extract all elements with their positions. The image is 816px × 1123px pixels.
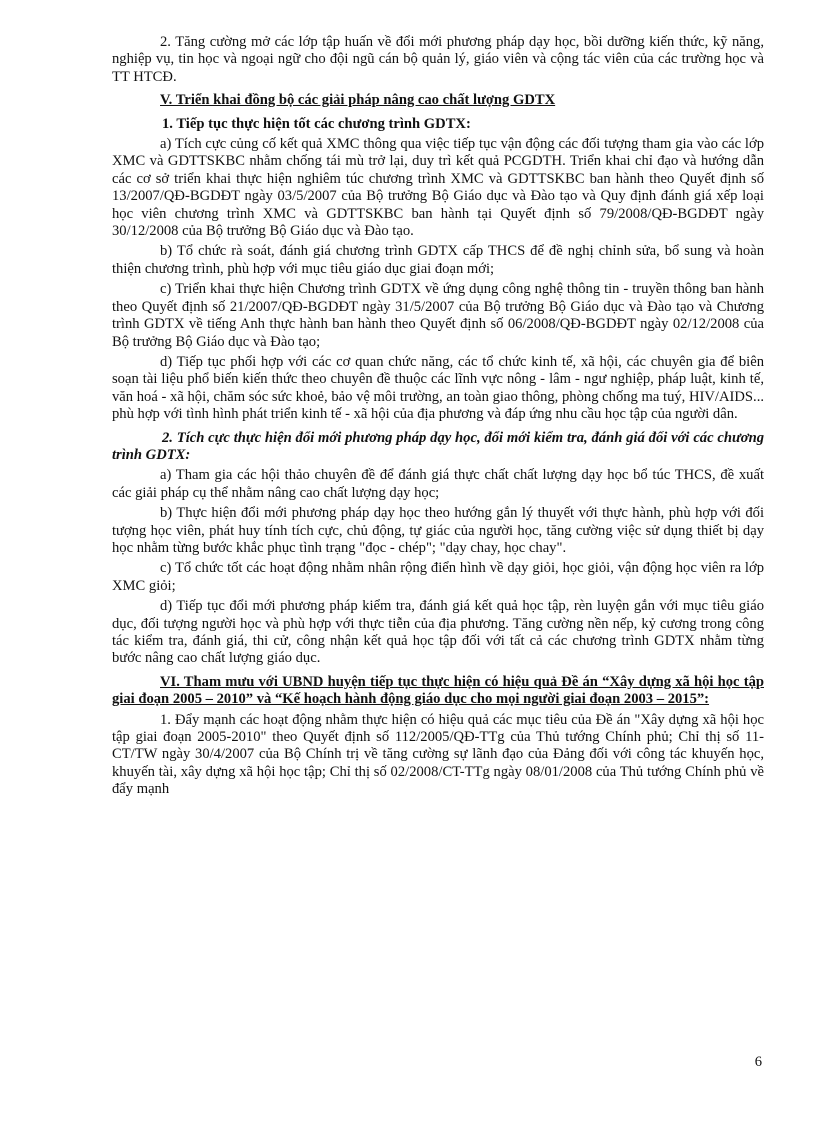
paragraph-v2b: b) Thực hiện đổi mới phương pháp dạy học theo hướng gắn lý thuyết với thực hành, phù hợp với đối tượng học viên, phát huy tính tích cực, chủ động, tự giác của người học, tăng cường việc sử dụng thiết bị dạy học nhằm từng bước khắc phục tình trạng "đọc - chép"; "dạy chay, học chay".: [112, 505, 764, 556]
page-number: 6: [754, 1054, 762, 1070]
paragraph-intro: 2. Tăng cường mở các lớp tập huấn về đổi mới phương pháp dạy học, bồi dưỡng kiến thức, kỹ năng, nghiệp vụ, tin học và ngoại ngữ cho đội ngũ cán bộ quản lý, giáo viên và cộng tác viên của các trường học và TT HTCĐ.: [112, 34, 764, 85]
paragraph-v1d: d) Tiếp tục phối hợp với các cơ quan chức năng, các tổ chức kinh tế, xã hội, các chuyên gia để biên soạn tài liệu phổ biến kiến thức theo chuyên đề thuộc các lĩnh vực nông - lâm - ngư nghiệp, pháp luật, kinh tế, văn hoá - xã hội, chăm sóc sức khoẻ, bảo vệ môi trường, an toàn giao thông, phòng chống ma tuý, HIV/AIDS... phù hợp với tình hình phát triển kinh tế - xã hội của địa phương và đáp ứng nhu cầu học tập của người dân.: [112, 353, 764, 423]
section-v2-heading: 2. Tích cực thực hiện đổi mới phương pháp dạy học, đổi mới kiểm tra, đánh giá đối với các chương trình GDTX:: [112, 429, 764, 463]
paragraph-v2c: c) Tổ chức tốt các hoạt động nhằm nhân rộng điển hình về dạy giỏi, học giỏi, vận động học viên ra lớp XMC giỏi;: [112, 560, 764, 594]
paragraph-v2d: d) Tiếp tục đổi mới phương pháp kiểm tra, đánh giá kết quả học tập, rèn luyện gắn với mục tiêu giáo dục, đối tượng người học và phù hợp với thực tiễn của địa phương. Tăng cường nền nếp, kỷ cương trong công tác kiểm tra, đánh giá, thi cử, công nhận kết quả học tập đối với tất cả các chương trình GDTX nhằm từng bước nâng cao chất lượng giáo dục.: [112, 598, 764, 667]
paragraph-v1c: c) Triển khai thực hiện Chương trình GDTX về ứng dụng công nghệ thông tin - truyền thông ban hành theo Quyết định số 21/2007/QĐ-BGDĐT ngày 31/5/2007 của Bộ trưởng Bộ Giáo dục và Đào tạo và Chương trình GDTX về tiếng Anh thực hành ban hành theo Quyết định số 06/2008/QĐ-BGDĐT ngày 02/12/2008 của Bộ trưởng Bộ Giáo dục và Đào tạo;: [112, 281, 764, 350]
paragraph-vi1: 1. Đẩy mạnh các hoạt động nhằm thực hiện có hiệu quả các mục tiêu của Đề án "Xây dựng xã hội học tập giai đoạn 2005-2010" theo Quyết định số 112/2005/QĐ-TTg của Thủ tướng Chính phủ; Chỉ thị số 11- CT/TW ngày 30/4/2007 của Bộ Chính trị về tăng cường sự lãnh đạo của Đảng đối với công tác khuyến học, khuyến tài, xây dựng xã hội học tập; Chỉ thị số 02/2008/CT-TTg ngày 08/01/2008 của Thủ tướng Chính phủ về đẩy mạnh: [112, 711, 764, 798]
section-v1-heading: 1. Tiếp tục thực hiện tốt các chương trình GDTX:: [162, 115, 471, 132]
paragraph-v1a: a) Tích cực củng cố kết quả XMC thông qua việc tiếp tục vận động các đối tượng tham gia vào các lớp XMC và GDTTSKBC nhằm chống tái mù trở lại, duy trì kết quả PCGDTH. Triển khai chỉ đạo và hướng dẫn các cơ sở triển khai thực hiện nghiêm túc chương trình XMC và GDTTSKBC ban hành theo Quyết định số 13/2007/QĐ-BGDĐT ngày 03/5/2007 của Bộ trưởng Bộ Giáo dục và Đào tạo và Quy định đánh giá xếp loại học viên chương trình XMC và GDTTSKBC ban hành tại Quyết định số 79/2008/QĐ-BGDĐT ngày 30/12/2008 của Bộ trưởng Bộ Giáo dục và Đào tạo.: [112, 136, 764, 240]
paragraph-v2a: a) Tham gia các hội thảo chuyên đề để đánh giá thực chất chất lượng dạy học bổ túc THCS, đề xuất các giải pháp cụ thể nhằm nâng cao chất lượng dạy học;: [112, 467, 764, 501]
document-page: [112, 34, 764, 799]
section-v-heading: V. Triển khai đồng bộ các giải pháp nâng cao chất lượng GDTX: [160, 92, 556, 109]
section-vi-heading: VI. Tham mưu với UBND huyện tiếp tục thực hiện có hiệu quả Đề án “Xây dựng xã hội học tập giai đoạn 2005 – 2010” và “Kế hoạch hành động giáo dục cho mọi người giai đoạn 2003 – 2015”:: [112, 673, 764, 708]
paragraph-v1b: b) Tổ chức rà soát, đánh giá chương trình GDTX cấp THCS để đề nghị chỉnh sửa, bổ sung và hoàn thiện chương trình, phù hợp với mục tiêu giáo dục giai đoạn mới;: [112, 243, 764, 277]
